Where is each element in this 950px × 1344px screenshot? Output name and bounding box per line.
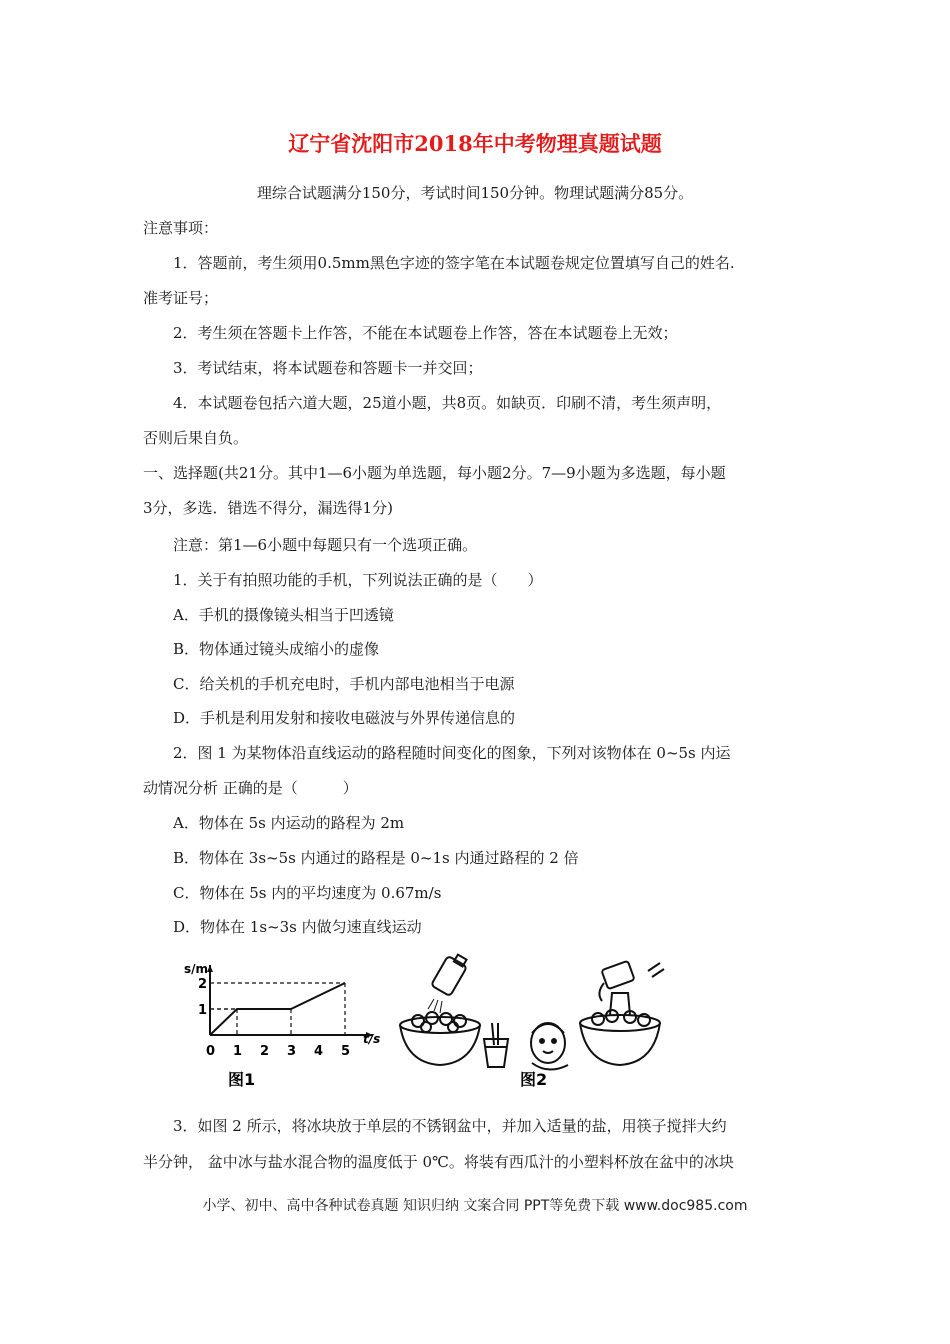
- q1-option-d: D．手机是利用发射和接收电磁波与外界传递信息的: [173, 709, 516, 727]
- q2-option-b: B．物体在 3s~5s 内通过的路程是 0~1s 内通过路程的 2 倍: [173, 849, 579, 867]
- note-3: 3．考试结束，将本试题卷和答题卡一并交回；: [173, 359, 483, 377]
- note-4-cont: 否则后果自负。: [143, 429, 249, 447]
- x-tick-label: 1: [233, 1044, 243, 1059]
- intro-text: 理综合试题满分150分，考试时间150分钟。物理试题满分85分。: [256, 184, 694, 202]
- bowl-with-cup-icon: [580, 993, 660, 1065]
- y-tick-label: 2: [198, 977, 208, 992]
- q2-stem-cont: 动情况分析 正确的是（ ）: [143, 779, 358, 797]
- q2-option-c: C．物体在 5s 内的平均速度为 0.67m/s: [173, 884, 442, 902]
- plastic-cup-icon: [484, 1023, 508, 1067]
- note-1: 1．答题前，考生须用0.5mm黑色字迹的签字笔在本试题卷规定位置填写自己的姓名.: [173, 254, 735, 272]
- x-tick-label: 0: [206, 1044, 216, 1059]
- q1-stem: 1．关于有拍照功能的手机，下列说法正确的是（ ）: [173, 571, 543, 589]
- page-title: 辽宁省沈阳市2018年中考物理真题试题: [288, 131, 662, 156]
- note-4: 4．本试题卷包括六道大题，25道小题，共8页。如缺页．印刷不清，考生须声明，: [173, 394, 722, 412]
- q3-stem: 3．如图 2 所示，将冰块放于单层的不锈钢盆中，并加入适量的盐，用筷子搅拌大约: [173, 1117, 727, 1135]
- q1-option-c: C．给关机的手机充电时，手机内部电池相当于电源: [173, 675, 515, 693]
- figure-1-graph: [178, 953, 398, 1093]
- boy-face-icon: [531, 1023, 568, 1070]
- x-tick-label: 5: [341, 1044, 351, 1059]
- y-tick-label: 1: [198, 1003, 208, 1018]
- q2-stem: 2．图 1 为某物体沿直线运动的路程随时间变化的图象，下列对该物体在 0~5s 内运: [173, 744, 731, 762]
- section-heading-cont: 3分，多选．错选不得分，漏选得1分): [143, 499, 393, 517]
- section-heading: 一、选择题(共21分。其中1—6小题为单选题，每小题2分。7—9小题为多选题，每小题: [143, 464, 726, 482]
- y-axis-label: s/m: [184, 962, 209, 976]
- q3-stem-cont: 半分钟， 盆中冰与盐水混合物的温度低于 0℃。将装有西瓜汁的小塑料杯放在盆中的冰块: [143, 1153, 734, 1171]
- x-tick-label: 4: [314, 1044, 324, 1059]
- series-line: [210, 983, 345, 1035]
- q2-option-a: A．物体在 5s 内运动的路程为 2m: [173, 814, 405, 832]
- q1-option-b: B．物体通过镜头成缩小的虚像: [173, 640, 380, 658]
- note-2: 2．考生须在答题卡上作答，不能在本试题卷上作答，答在本试题卷上无效；: [173, 324, 678, 342]
- section-note: 注意：第1—6小题中每题只有一个选项正确。: [173, 536, 478, 554]
- q1-option-a: A．手机的摄像镜头相当于凹透镜: [173, 606, 394, 624]
- x-tick-label: 2: [260, 1044, 270, 1059]
- pouring-cup-icon: [599, 961, 664, 1001]
- salt-shaker-icon: [428, 955, 467, 1013]
- q2-option-d: D．物体在 1s~3s 内做匀速直线运动: [173, 918, 422, 936]
- note-1-cont: 准考证号；: [143, 289, 219, 307]
- figure-2-caption: 图2: [520, 1070, 548, 1089]
- ice-bowl-icon: [400, 1012, 480, 1065]
- figure-2-illustration: [398, 953, 670, 1093]
- notes-heading: 注意事项：: [143, 219, 219, 237]
- x-tick-label: 3: [287, 1044, 297, 1059]
- x-axis-label: t/s: [363, 1032, 381, 1046]
- footer-text: 小学、初中、高中各种试卷真题 知识归纳 文案合同 PPT等免费下载 www.doc985.com: [202, 1198, 748, 1214]
- figure-1-caption: 图1: [228, 1070, 256, 1089]
